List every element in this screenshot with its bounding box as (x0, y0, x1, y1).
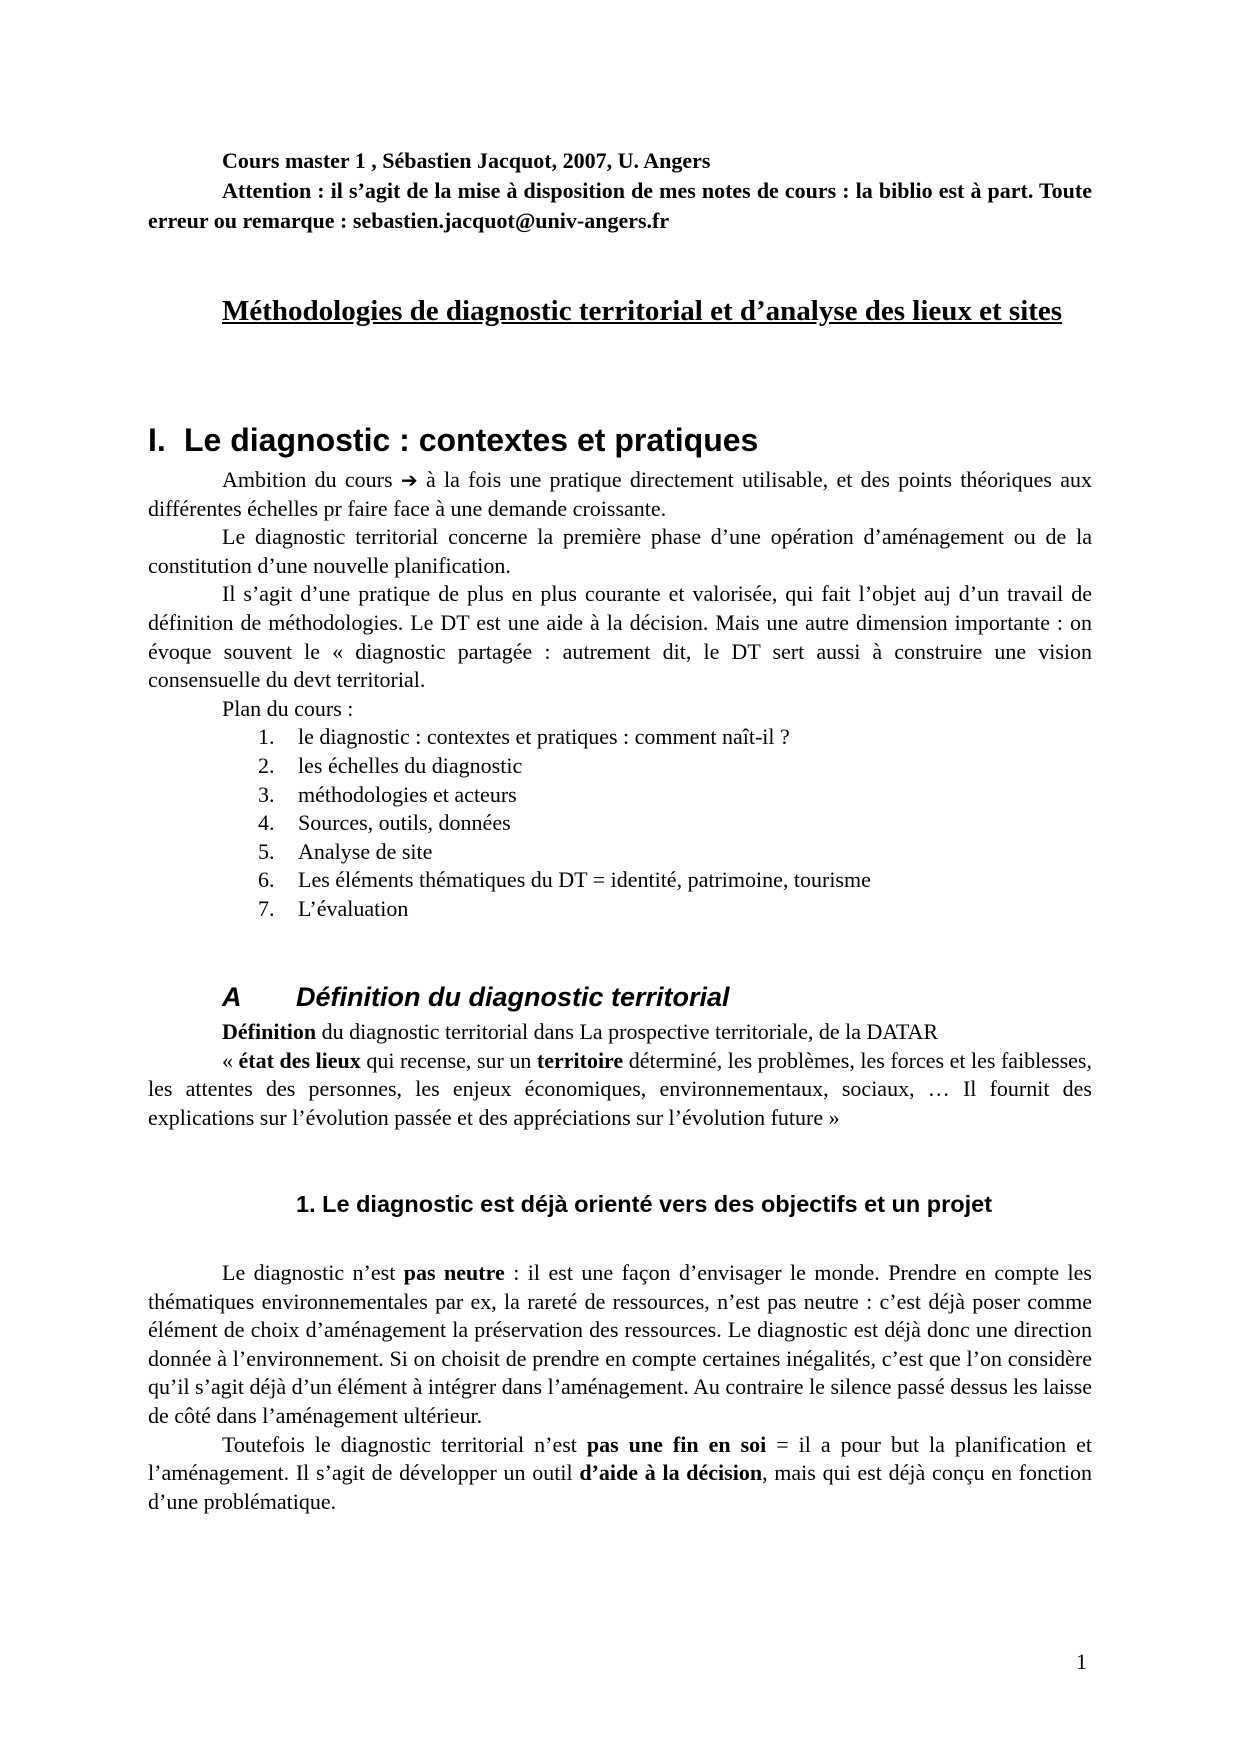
document-header (148, 146, 1092, 236)
text-bold-2: d’aide à la décision (579, 1460, 763, 1486)
text-c: = il a pour but la planification et l’aménagement. Il s’agit de développer un outil (148, 1431, 1092, 1486)
definition-bold: Définition (222, 1019, 317, 1044)
arrow-right-icon: ➔ (400, 468, 418, 492)
subsection-letter: A (222, 982, 242, 1012)
plan-item-text: Sources, outils, données (298, 810, 511, 836)
section-title: Le diagnostic : contextes et pratiques (184, 422, 759, 458)
plan-item-number: 5. (258, 838, 275, 864)
section-number: I. (148, 422, 166, 458)
text-a: Le diagnostic n’est (222, 1260, 404, 1285)
quote-text-1: qui recense, sur un (360, 1047, 537, 1073)
text-a: Toutefois le diagnostic territorial n’est (222, 1431, 587, 1457)
subsection-title: Définition du diagnostic territorial (296, 982, 730, 1012)
text-bold: pas neutre (403, 1260, 505, 1285)
paragraph-not-neutral (148, 1259, 1092, 1431)
quote-bold-2: territoire (536, 1047, 624, 1073)
subsection-1-body (148, 1259, 1092, 1516)
paragraph-definition-phase: Le diagnostic territorial concerne la première phase d’une opération d’aménagement ou de la constitution d’une nouvelle planification. (148, 524, 1092, 578)
plan-item-number: 7. (258, 895, 275, 921)
plan-item-number: 3. (258, 781, 275, 807)
text-e: , mais qui est déjà conçu en fonction d’une problématique. (148, 1460, 1093, 1514)
quote-text-2: déterminé, les problèmes, les forces et les faiblesses, les attentes des personnes, les enjeux économiques, environnementaux, sociaux, … Il fournit des explications sur l’évolution passée et des appréciations sur l’évolution future » (148, 1047, 1092, 1130)
paragraph-definition-source (148, 1018, 1092, 1047)
plan-item (148, 752, 1092, 781)
plan-item-text: L’évaluation (298, 895, 409, 921)
plan-item (148, 723, 1092, 752)
section-1-body (148, 466, 1092, 924)
ambition-text: à la fois une pratique directement utilisable, et des points théoriques aux différentes échelles pr faire face à une demande croissante. (148, 467, 1093, 521)
paragraph-not-an-end (148, 1431, 1092, 1517)
page-number: 1 (1076, 1649, 1087, 1674)
paragraph-quote (148, 1047, 1092, 1133)
plan-item-text: le diagnostic : contextes et pratiques : comment naît-il ? (298, 724, 790, 750)
plan-item (148, 838, 1092, 867)
subsection-heading-a (222, 980, 730, 1014)
section-heading-1 (148, 420, 758, 460)
course-plan-list (148, 723, 1092, 923)
plan-item (148, 809, 1092, 838)
plan-item-text: Analyse de site (298, 838, 433, 864)
document-title: Méthodologies de diagnostic territorial et d’analyse des lieux et sites (222, 295, 1063, 327)
definition-rest: du diagnostic territorial dans La prospective territoriale, de la DATAR (316, 1019, 939, 1044)
text-bold-1: pas une fin en soi (586, 1431, 767, 1457)
quote-bold-1: état des lieux (238, 1047, 361, 1073)
plan-item-number: 4. (258, 810, 275, 836)
section-a-body (148, 1018, 1092, 1132)
course-info: Cours master 1 , Sébastien Jacquot, 2007, U. Angers (222, 148, 711, 173)
plan-item-text: Les éléments thématiques du DT = identité, patrimoine, tourisme (298, 867, 871, 893)
plan-item-number: 6. (258, 867, 275, 893)
disclaimer: Attention : il s’agit de la mise à disposition de mes notes de cours : la biblio est à part. Toute erreur ou remarque : sebastien.jacquot@univ-angers.fr (148, 178, 1092, 233)
plan-item-number: 2. (258, 752, 275, 778)
plan-item-text: méthodologies et acteurs (298, 781, 517, 807)
plan-label: Plan du cours : (222, 695, 354, 721)
paragraph-ambition (148, 466, 1092, 523)
paragraph-practice: Il s’agit d’une pratique de plus en plus courante et valorisée, qui fait l’objet auj d’un travail de définition de méthodologies. Le DT est une aide à la décision. Mais une autre dimension importante : on évoque souvent le « diagnostic partagée : autrement dit, le DT sert aussi à construire une vision consensuelle du devt territorial. (148, 581, 1092, 693)
subsection-heading-1: 1. Le diagnostic est déjà orienté vers des objectifs et un projet (296, 1191, 993, 1217)
plan-item-text: les échelles du diagnostic (298, 752, 523, 778)
plan-item-number: 1. (258, 724, 275, 750)
plan-item (148, 895, 1092, 924)
quote-open: « (222, 1047, 239, 1073)
plan-item (148, 866, 1092, 895)
ambition-label: Ambition du cours (222, 467, 393, 492)
text-c: : il est une façon d’envisager le monde. Prendre en compte les thématiques environnementales par ex, la rareté de ressources, n’est pas neutre : c’est déjà poser comme élément de choix d’aménagement la préservation des ressources. Le diagnostic est déjà donc une direction donnée à l’environnement. Si on choisit de prendre en compte certaines inégalités, c’est que l’on considère qu’il s’agit déjà d’un élément à intégrer dans l’aménagement. Au contraire le silence passé dessus les laisse de côté dans l’aménagement ultérieur. (148, 1260, 1092, 1428)
plan-item (148, 781, 1092, 810)
